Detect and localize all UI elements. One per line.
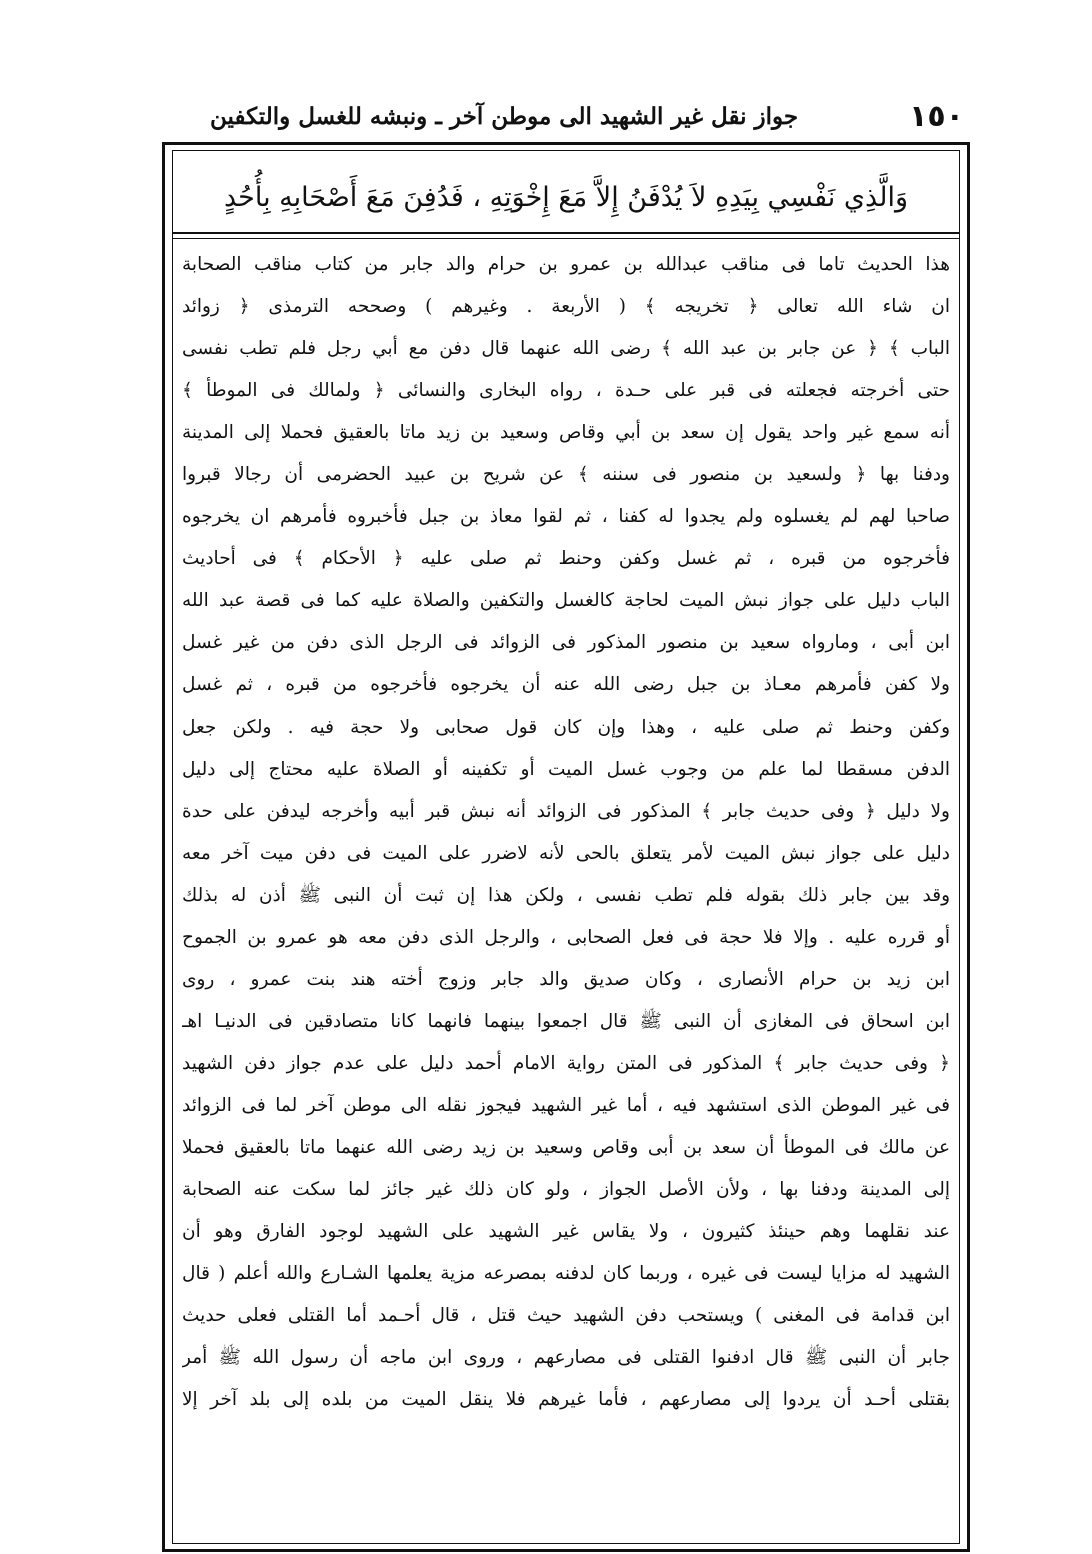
commentary-line: الشهيد له مزايا ليست فى غيره ، وربما كان لدفنه بمصرعه مزية يعلمها الشـارع والله أعلم ( قال <box>182 1263 950 1285</box>
commentary-line: ودفنا بها ﴿ ولسعيد بن منصور فى سننه ﴾ عن شريح بن عبيد الحضرمى أن رجالا قبروا <box>182 464 950 486</box>
commentary-line: أنه سمع غير واحد يقول إن سعد بن أبي وقاص وسعيد بن زيد ماتا بالعقيق فحملا إلى المدينة <box>182 422 950 444</box>
commentary-line: فأخرجوه من قبره ، ثم غسل وكفن وحنط ثم صلى عليه ﴿ الأحكام ﴾ فى أحاديث <box>182 548 950 570</box>
commentary-line: إلى المدينة ودفنا بها ، ولأن الأصل الجواز ، ولو كان ذلك غير جائز لما سكت عنه الصحابة <box>182 1179 950 1201</box>
commentary-line: حتى أخرجته فجعلته فى قبر على حـدة ، رواه البخارى والنسائى ﴿ ولمالك فى الموطأ ﴾ <box>182 380 950 402</box>
page-header <box>190 96 970 136</box>
divider-rule-thin <box>172 238 960 239</box>
commentary-body <box>182 244 950 1421</box>
matn-text: وَالَّذِي نَفْسِي بِيَدِهِ لاَ يُدْفَنُ إِلاَّ مَعَ إِخْوَتِهِ ، فَدُفِنَ مَعَ أَصْحَابِهِ بِأُحُدٍ <box>224 182 908 213</box>
commentary-line: وكفن وحنط ثم صلى عليه ، وهذا وإن كان قول صحابى ولا حجة فيه . ولكن جعل <box>182 716 950 738</box>
commentary-line: دليل على جواز نبش الميت لأمر يتعلق بالحى لأنه لاضرر على الميت فى دفن ميت آخر معه <box>182 842 950 864</box>
commentary-line: الباب دليل على جواز نبش الميت لحاجة كالغسل والتكفين والصلاة عليه كما فى قصة عبد الله <box>182 590 950 612</box>
commentary-line: أو قرره عليه . وإلا فلا حجة فى فعل الصحابى ، والرجل الذى دفن معه هو عمرو بن الجموح <box>182 926 950 948</box>
commentary-line: ابن قدامة فى المغنى ) ويستحب دفن الشهيد حيث قتل ، قال أحـمد أما القتلى فعلى حديث <box>182 1305 950 1327</box>
running-title: جواز نقل غير الشهيد الى موطن آخر ـ ونبشه للغسل والتكفين <box>210 102 799 130</box>
divider-rule <box>172 232 960 234</box>
commentary-line: صاحبا لهم لم يغسلوه ولم يجدوا له كفنا ، ثم لقوا معاذ بن جبل فأخبروه فأمرهم ان يخرجوه <box>182 506 950 528</box>
commentary-line: ولا دليل ﴿ وفى حديث جابر ﴾ المذكور فى الزوائد أنه نبش قبر أبيه وأخرجه ليدفن على حدة <box>182 800 950 822</box>
commentary-line: هذا الحديث تاما فى مناقب عبدالله بن عمرو بن حرام والد جابر من كتاب مناقب الصحابة <box>182 254 950 275</box>
commentary-line: ﴿ وفى حديث جابر ﴾ المذكور فى المتن رواية الامام أحمد دليل على عدم جواز دفن الشهيد <box>182 1052 950 1074</box>
commentary-line: فى غير الموطن الذى استشهد فيه ، أما غير الشهيد فيجوز نقله الى موطن آخر لما فى الزوائد <box>182 1094 950 1116</box>
commentary-line: وقد بين جابر ذلك بقوله فلم تطب نفسى ، ولكن هذا إن ثبت أن النبى ﷺ أذن له بذلك <box>182 884 950 906</box>
commentary-line: الدفن مسقطا لما علم من وجوب غسل الميت أو تكفينه أو الصلاة عليه محتاج إلى دليل <box>182 758 950 780</box>
commentary-line: جابر أن النبى ﷺ قال ادفنوا القتلى فى مصارعهم ، وروى ابن ماجه أن رسول الله ﷺ أمر <box>182 1347 950 1369</box>
commentary-line: ابن اسحاق فى المغازى أن النبى ﷺ قال اجمعوا بينهما فانهما كانا متصادقين فى الدنيـا اهـ <box>182 1010 950 1032</box>
commentary-line: بقتلى أحـد أن يردوا إلى مصارعهم ، فأما غيرهم فلا ينقل الميت من بلده إلى بلد آخر إلا <box>182 1389 950 1411</box>
commentary-line: ابن زيد بن حرام الأنصارى ، وكان صديق والد جابر وزوج أخته هند بنت عمرو ، روى <box>182 968 950 990</box>
commentary-line: عن مالك فى الموطأ أن سعد بن أبى وقاص وسعيد بن زيد رضى الله عنهما ماتا بالعقيق فحملا <box>182 1136 950 1158</box>
commentary-line: ولا كفن فأمرهم معـاذ بن جبل رضى الله عنه أن يخرجوه فأخرجوه من قبره ، ثم غسل <box>182 674 950 696</box>
commentary-line: الباب ﴾ ﴿ عن جابر بن عبد الله ﴾ رضى الله عنهما قال دفن مع أبي رجل فلم تطب نفسى <box>182 338 950 360</box>
commentary-line: ان شاء الله تعالى ﴿ تخريجه ﴾ ( الأربعة . وغيرهم ) وصححه الترمذى ﴿ زوائد <box>182 296 950 318</box>
commentary-line: ابن أبى ، ومارواه سعيد بن منصور المذكور فى الزوائد فى الرجل الذى دفن من غير غسل <box>182 632 950 654</box>
commentary-line: عند نقلهما وهم حينئذ كثيرون ، ولا يقاس غير الشهيد على الشهيد لوجود الفارق وهو أن <box>182 1221 950 1243</box>
page-number: ١٥٠ <box>909 98 964 134</box>
